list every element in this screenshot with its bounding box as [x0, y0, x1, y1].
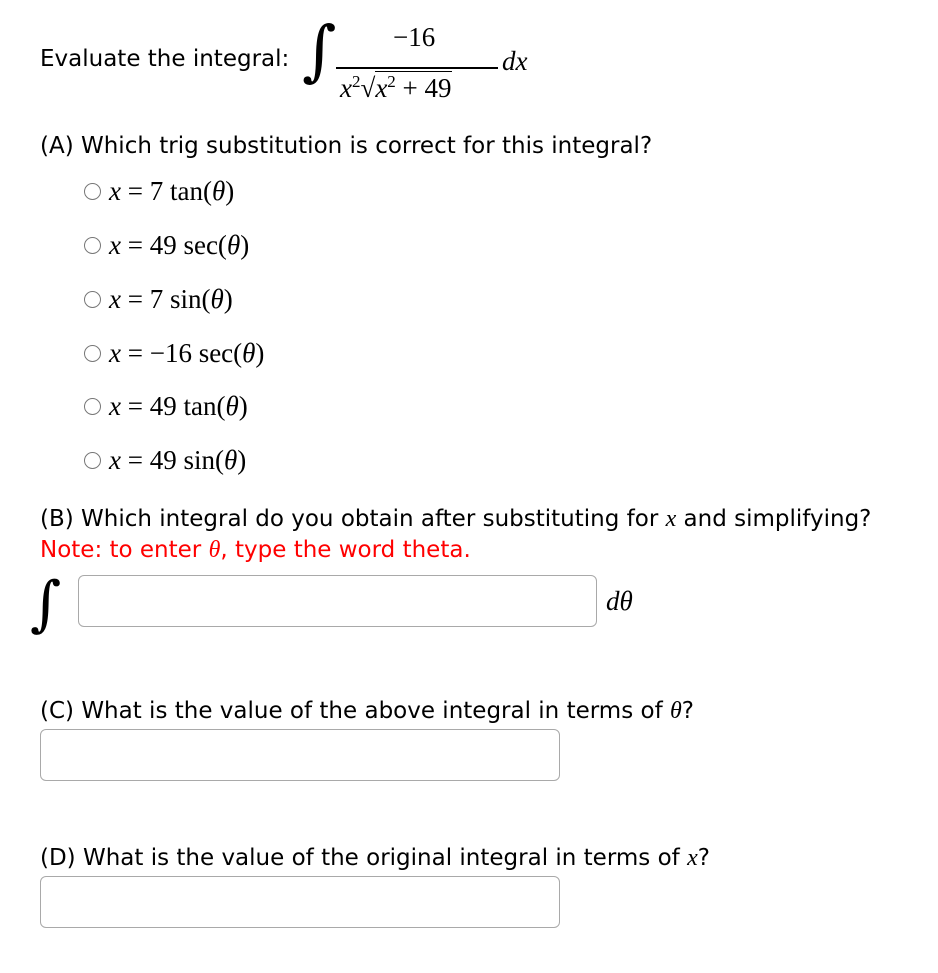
- denominator-exponent: 2: [351, 72, 361, 91]
- option-label: x = 49 sec(θ): [109, 230, 250, 260]
- radio-button[interactable]: [84, 183, 101, 200]
- inline-theta: θ: [208, 537, 221, 563]
- substitution-option-4[interactable]: [84, 338, 264, 369]
- part-b-question: (B) Which integral do you obtain after substituting for x and simplifying?: [40, 506, 872, 532]
- theta-value-input[interactable]: [40, 729, 560, 781]
- option-label: x = 7 sin(θ): [109, 284, 233, 314]
- substitution-option-3[interactable]: [84, 284, 233, 315]
- substitution-option-1[interactable]: [84, 176, 234, 207]
- substitution-option-5[interactable]: [84, 391, 248, 422]
- sqrt-symbol: √: [360, 73, 376, 103]
- part-c-question: (C) What is the value of the above integral in terms of θ?: [40, 698, 694, 724]
- option-label: x = 49 sin(θ): [109, 445, 247, 475]
- differential-dx: dx: [502, 46, 528, 76]
- radio-button[interactable]: [84, 237, 101, 254]
- radicand-constant: + 49: [395, 73, 452, 103]
- integral-symbol: ∫: [302, 12, 337, 89]
- fraction-denominator: [340, 72, 452, 104]
- denominator-variable: x: [340, 73, 352, 103]
- radio-button[interactable]: [84, 345, 101, 362]
- radicand-exponent: 2: [387, 72, 396, 91]
- inline-variable-x: x: [687, 845, 698, 871]
- x-value-input[interactable]: [40, 876, 560, 928]
- radio-button[interactable]: [84, 452, 101, 469]
- part-b-note: Note: to enter θ, type the word theta.: [40, 537, 471, 563]
- radicand: [375, 71, 451, 103]
- fraction-bar: [336, 67, 498, 69]
- differential-dtheta: dθ: [606, 586, 633, 616]
- radicand-variable: x: [375, 73, 388, 103]
- radio-button[interactable]: [84, 291, 101, 308]
- option-label: x = 49 tan(θ): [109, 391, 248, 421]
- inline-variable-x: x: [665, 506, 677, 532]
- integral-answer-input[interactable]: [78, 575, 597, 627]
- integral-symbol-b: ∫: [30, 569, 62, 639]
- substitution-option-2[interactable]: [84, 230, 249, 261]
- option-label: x = 7 tan(θ): [109, 176, 235, 206]
- fraction-numerator: −16: [393, 22, 436, 52]
- substitution-option-6[interactable]: [84, 445, 246, 476]
- problem-prompt: Evaluate the integral:: [40, 46, 290, 72]
- part-d-question: (D) What is the value of the original integral in terms of x?: [40, 845, 710, 871]
- part-a-question: (A) Which trig substitution is correct for this integral?: [40, 133, 653, 159]
- option-label: x = −16 sec(θ): [109, 338, 265, 368]
- inline-theta: θ: [669, 698, 682, 724]
- radio-button[interactable]: [84, 398, 101, 415]
